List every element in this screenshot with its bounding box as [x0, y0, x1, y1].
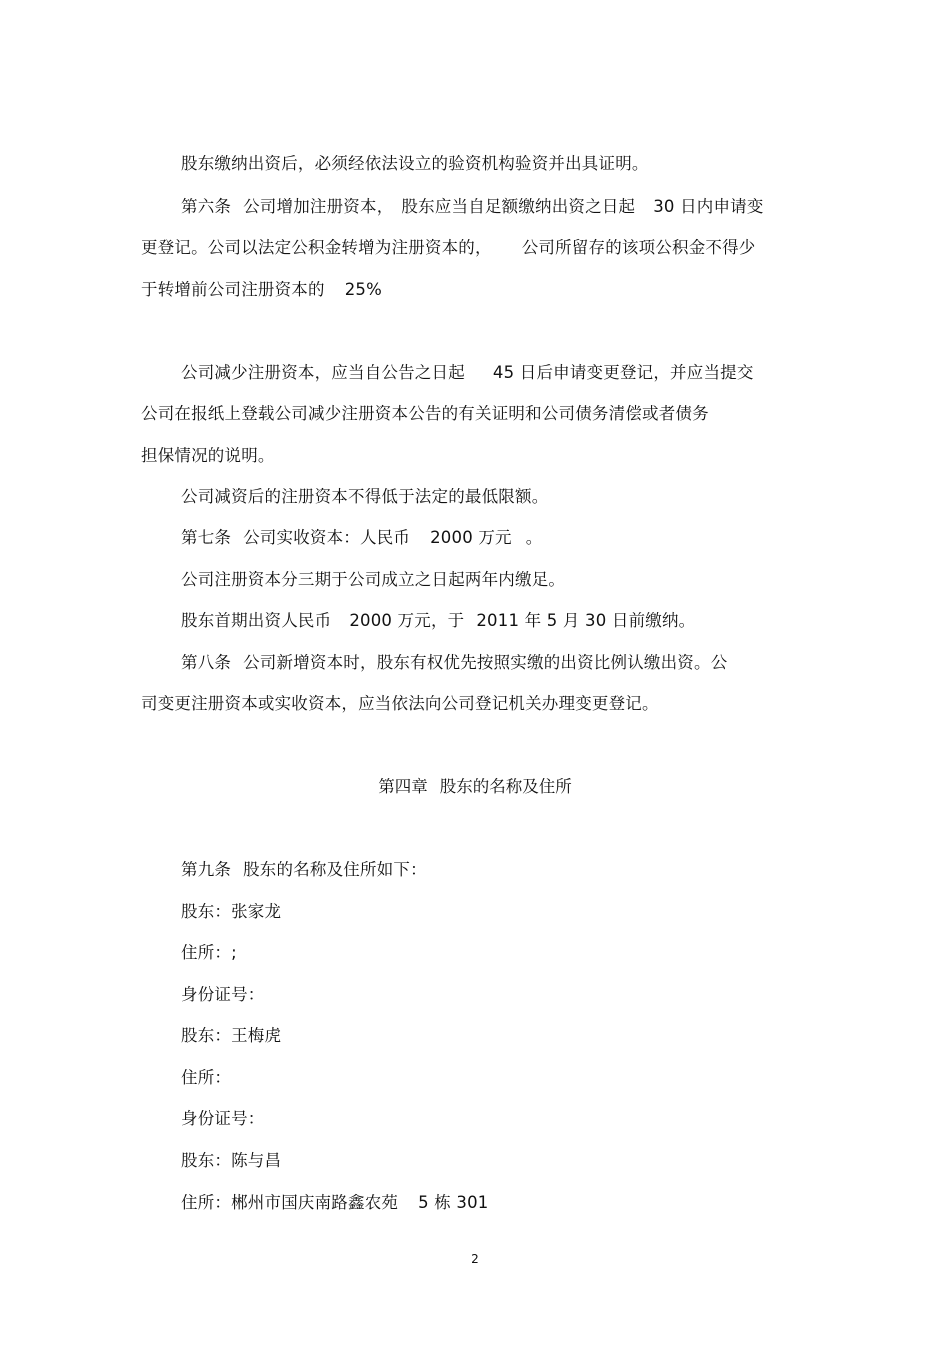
text-run: 司变更注册资本或实收资本，应当依法向公司登记机关办理变更登记。: [141, 694, 659, 713]
text-run: 股东：陈与昌: [181, 1151, 282, 1170]
text-run: 担保情况的说明。: [141, 446, 275, 465]
text-run: 公司减少注册资本，应当自公告之日起: [181, 363, 465, 382]
article-8-line-1: [181, 652, 727, 674]
chapter-title: 股东的名称及住所: [439, 777, 572, 796]
text-run: 25%: [344, 280, 382, 299]
shareholder-1-name: [181, 901, 281, 923]
article-9-line: [181, 859, 427, 881]
text-run: 公司在报纸上登载公司减少注册资本公告的有关证明和公司债务清偿或者债务: [141, 404, 709, 423]
text-run: 更登记。公司以法定公积金转增为注册资本的，: [141, 238, 492, 257]
text-run: 股东的名称及住所如下：: [243, 860, 427, 879]
text-run: 身份证号：: [181, 985, 265, 1004]
reduction-line-3: [141, 445, 275, 467]
shareholder-2-id: [181, 1108, 265, 1130]
text-run: 30 日内申请变: [653, 197, 764, 216]
article-7-line-2: [181, 569, 565, 591]
text-run: 股东：张家龙: [181, 902, 282, 921]
shareholder-1-id: [181, 984, 265, 1006]
chapter-heading: [0, 776, 950, 798]
text-run: 公司新增资本时，股东有权优先按照实缴的出资比例认缴出资。公: [243, 653, 728, 672]
text-run: 5 栋 301: [418, 1193, 489, 1212]
article-6-line-1: [181, 196, 764, 218]
text-run: 公司实收资本：人民币: [243, 528, 411, 547]
text-run: 住所：郴州市国庆南路鑫农苑: [181, 1193, 399, 1212]
shareholder-3-address: [181, 1192, 489, 1214]
text-run: 45 日后申请变更登记，并应当提交: [492, 363, 754, 382]
article-7-line-1: [181, 527, 542, 549]
text-run: 2000 万元，于: [349, 611, 465, 630]
reduction-line-1: [181, 362, 754, 384]
paragraph-capital-verification: [181, 153, 649, 175]
article-label: 第九条: [181, 860, 232, 879]
shareholder-2-address: [181, 1067, 231, 1089]
article-label: 第八条: [181, 653, 232, 672]
text-run: 股东首期出资人民币: [181, 611, 332, 630]
article-8-line-2: [141, 693, 659, 715]
text-run: 2011 年 5 月 30 日前缴纳。: [476, 611, 696, 630]
chapter-number: 第四章: [378, 777, 428, 796]
shareholder-1-address: [181, 942, 237, 964]
text-run: 于转增前公司注册资本的: [141, 280, 325, 299]
text-run: 住所：: [181, 1068, 232, 1087]
reduction-line-2: [141, 403, 709, 425]
shareholder-2-name: [181, 1025, 281, 1047]
text-run: 住所：;: [181, 943, 237, 962]
text-run: 公司所留存的该项公积金不得少: [521, 238, 756, 257]
text-run: 公司注册资本分三期于公司成立之日起两年内缴足。: [181, 570, 566, 589]
text-run: 公司增加注册资本，: [243, 197, 394, 216]
text-run: 2000 万元: [430, 528, 512, 547]
shareholder-3-name: [181, 1150, 281, 1172]
article-6-line-2: [141, 237, 756, 259]
text-run: 身份证号：: [181, 1109, 265, 1128]
article-7-line-3: [181, 610, 695, 632]
article-label: 第六条: [181, 197, 232, 216]
text-run: 股东应当自足额缴纳出资之日起: [401, 197, 636, 216]
reduction-minimum-line: [181, 486, 548, 508]
text-run: 股东缴纳出资后，必须经依法设立的验资机构验资并出具证明。: [181, 154, 649, 173]
text-run: 。: [525, 528, 543, 547]
page-number: 2: [471, 1252, 479, 1266]
text-run: 公司减资后的注册资本不得低于法定的最低限额。: [181, 487, 549, 506]
article-6-line-3: [141, 279, 382, 301]
article-label: 第七条: [181, 528, 232, 547]
text-run: 股东：王梅虎: [181, 1026, 282, 1045]
